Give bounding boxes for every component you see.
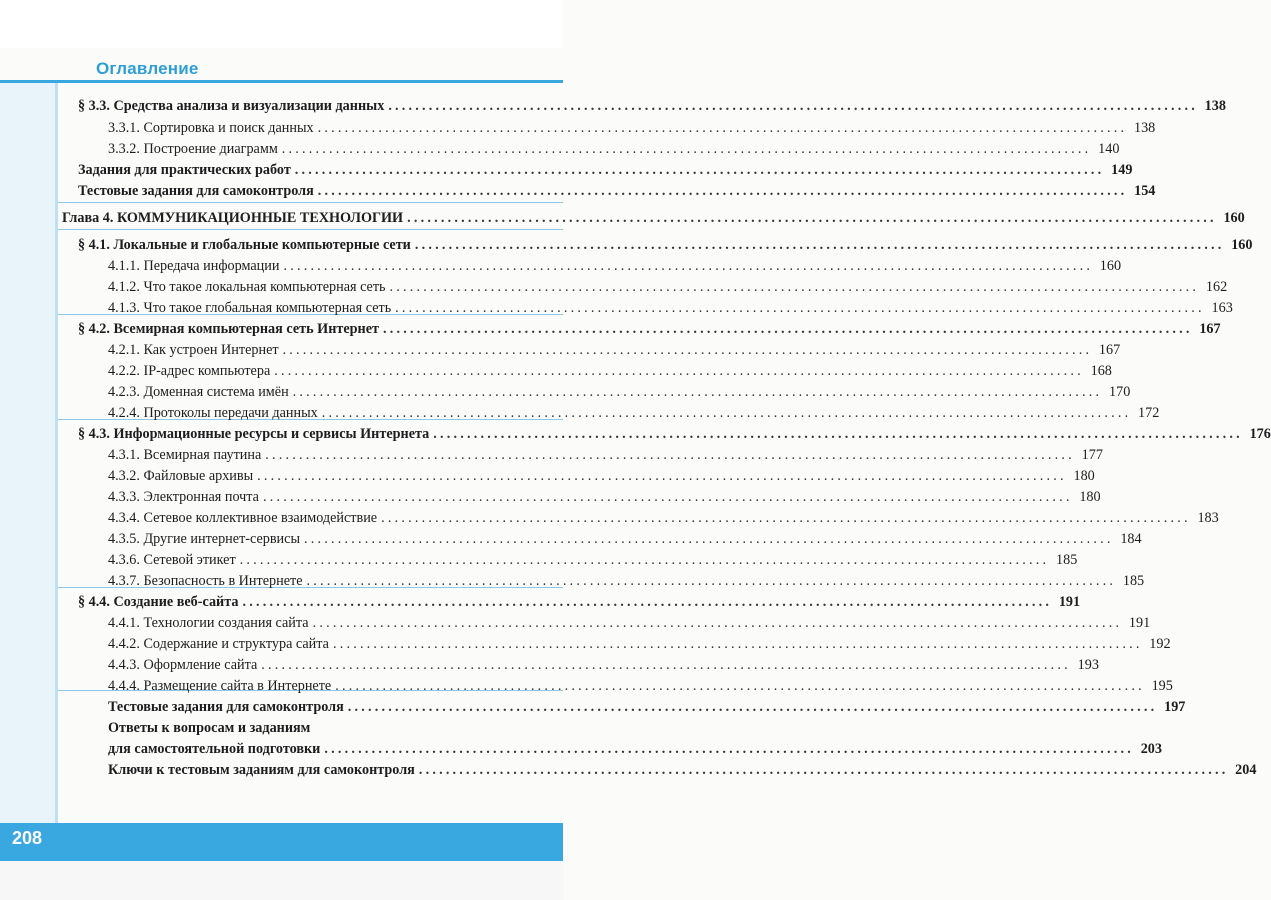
- toc-entry-page: 138: [1204, 98, 1226, 114]
- side-margin-stripe: [55, 83, 58, 823]
- toc-entry-page: 195: [1151, 678, 1173, 694]
- toc-entry-title: 4.4.3. Оформление сайта: [108, 657, 258, 673]
- toc-entry-title: § 4.3. Информационные ресурсы и сервисы Интернета: [78, 426, 430, 442]
- toc-entry-page: 180: [1073, 468, 1095, 484]
- toc-entry-page: 192: [1149, 636, 1171, 652]
- toc-entry: [78, 319, 1221, 340]
- toc-entry-title: § 4.2. Всемирная компьютерная сеть Интернет: [78, 321, 379, 337]
- toc-entry-title: 4.1.1. Передача информации: [108, 258, 280, 274]
- toc-entry: [108, 277, 1228, 298]
- toc-entry-title: 4.2.3. Доменная система имён: [108, 384, 289, 400]
- toc-leader-dots: ........................................................................................................................: [407, 210, 1217, 226]
- toc-entry-title: Тестовые задания для самоконтроля: [78, 183, 314, 199]
- toc-leader-dots: ........................................................................................................................: [265, 447, 1075, 463]
- toc-entry: [78, 424, 1271, 445]
- toc-entry-page: 177: [1081, 447, 1103, 463]
- toc-entry-page: 180: [1079, 489, 1101, 505]
- toc-entry-title: 4.3.3. Электронная почта: [108, 489, 259, 505]
- toc-entry-page: 162: [1205, 279, 1228, 295]
- toc-entry: [108, 634, 1171, 655]
- toc-entry-title: 4.2.1. Как устроен Интернет: [108, 342, 279, 358]
- toc-entry: [78, 592, 1081, 613]
- header-rule: [0, 80, 563, 83]
- footer-band: [0, 823, 563, 861]
- toc-leader-dots: ........................................................................................................................: [261, 657, 1071, 673]
- toc-leader-dots: ........................................................................................................................: [418, 762, 1229, 778]
- toc-entry-title: для самостоятельной подготовки: [108, 741, 321, 757]
- toc-entry-page: 183: [1197, 510, 1219, 526]
- toc-leader-dots: ........................................................................................................................: [381, 510, 1191, 526]
- toc-leader-dots: ........................................................................................................................: [388, 98, 1198, 114]
- toc-entry-title: § 4.1. Локальные и глобальные компьютерные сети: [78, 237, 411, 253]
- toc-entry: [108, 466, 1095, 487]
- toc-entry-page: 168: [1090, 363, 1112, 379]
- toc-entry-page: 197: [1164, 699, 1186, 715]
- toc-entry: [108, 676, 1173, 697]
- toc-entry-page: 185: [1122, 573, 1145, 589]
- toc-leader-dots: ........................................................................................................................: [317, 183, 1128, 199]
- toc-leader-dots: ........................................................................................................................: [321, 405, 1132, 421]
- toc-leader-dots: ........................................................................................................................: [312, 615, 1123, 631]
- toc-leader-dots: ........................................................................................................................: [433, 426, 1243, 442]
- toc-entry: [108, 550, 1078, 571]
- toc-entry: [108, 529, 1142, 550]
- toc-entry-page: 163: [1211, 300, 1233, 316]
- toc-entry: [108, 487, 1101, 508]
- toc-leader-dots: ........................................................................................................................: [292, 384, 1103, 400]
- toc-leader-dots: ........................................................................................................................: [414, 237, 1225, 253]
- toc-entry-title: Ключи к тестовым заданиям для самоконтроля: [108, 762, 415, 778]
- toc-leader-dots: ........................................................................................................................: [274, 363, 1084, 379]
- toc-entry: [108, 655, 1099, 676]
- toc-entry-page: 203: [1140, 741, 1162, 757]
- header-band: [0, 0, 563, 48]
- toc-entry-page: 172: [1138, 405, 1160, 421]
- toc-entry: [108, 403, 1160, 424]
- toc-leader-dots: ........................................................................................................................: [317, 120, 1128, 136]
- toc-entry: [78, 96, 1226, 117]
- toc-entry: [108, 340, 1121, 361]
- toc-leader-dots: ........................................................................................................................: [239, 552, 1050, 568]
- toc-entry: [108, 718, 550, 739]
- toc-entry: [108, 445, 1103, 466]
- toc-entry-title: Тестовые задания для самоконтроля: [108, 699, 344, 715]
- toc-leader-dots: ........................................................................................................................: [347, 699, 1158, 715]
- toc-leader-dots: ........................................................................................................................: [294, 162, 1105, 178]
- toc-entry-page: 160: [1099, 258, 1122, 274]
- page-number: 208: [12, 828, 43, 848]
- toc-leader-dots: ........................................................................................................................: [282, 342, 1093, 358]
- bottom-margin: [0, 861, 563, 900]
- toc-entry-page: 138: [1133, 120, 1156, 136]
- toc-entry: [108, 613, 1151, 634]
- toc-entry-page: 160: [1231, 237, 1253, 253]
- toc-leader-dots: ........................................................................................................................: [262, 489, 1073, 505]
- toc-entry-title: 4.3.5. Другие интернет-сервисы: [108, 531, 300, 547]
- section-divider: [58, 202, 563, 203]
- toc-entry-title: § 3.3. Средства анализа и визуализации данных: [78, 98, 385, 114]
- toc-entry-page: 193: [1077, 657, 1099, 673]
- toc-entry: [108, 139, 1120, 160]
- toc-entry-title: 4.4.1. Технологии создания сайта: [108, 615, 309, 631]
- toc-leader-dots: ........................................................................................................................: [283, 258, 1094, 274]
- toc-entry-title: 4.2.4. Протоколы передачи данных: [108, 405, 318, 421]
- toc-entry-title: 4.3.4. Сетевое коллективное взаимодействие: [108, 510, 378, 526]
- toc-entry: [108, 739, 1162, 760]
- toc-leader-dots: ........................................................................................................................: [281, 141, 1092, 157]
- toc-entry-title: 4.1.2. Что такое локальная компьютерная сеть: [108, 279, 386, 295]
- toc-entry-page: 170: [1109, 384, 1131, 400]
- toc-entry-title: 4.3.1. Всемирная паутина: [108, 447, 262, 463]
- toc-entry-title: 4.3.6. Сетевой этикет: [108, 552, 236, 568]
- toc-entry: [108, 571, 1145, 592]
- toc-entry: [108, 382, 1131, 403]
- toc-entry: [78, 181, 1156, 202]
- toc-entry-title: Глава 4. КОММУНИКАЦИОННЫЕ ТЕХНОЛОГИИ: [62, 210, 404, 226]
- toc-entry-title: § 4.4. Создание веб-сайта: [78, 594, 239, 610]
- toc-entry: [108, 118, 1156, 139]
- page-title: Оглавление: [96, 59, 199, 78]
- toc-entry-title: 4.3.7. Безопасность в Интернете: [108, 573, 303, 589]
- toc-entry: [108, 508, 1219, 529]
- toc-entry: [108, 298, 1233, 319]
- toc-leader-dots: ........................................................................................................................: [395, 300, 1205, 316]
- toc-entry-page: 191: [1128, 615, 1151, 631]
- toc-leader-dots: ........................................................................................................................: [335, 678, 1145, 694]
- toc-entry: [108, 256, 1122, 277]
- toc-entry-title: Задания для практических работ: [78, 162, 291, 178]
- toc-entry-page: 160: [1223, 210, 1245, 226]
- toc-entry-page: 167: [1199, 321, 1221, 337]
- toc-entry-page: 140: [1098, 141, 1120, 157]
- toc-entry-title: 4.1.3. Что такое глобальная компьютерная сеть: [108, 300, 392, 316]
- toc-leader-dots: ........................................................................................................................: [389, 279, 1200, 295]
- toc-entry-title: 3.3.2. Построение диаграмм: [108, 141, 278, 157]
- toc-leader-dots: ........................................................................................................................: [242, 594, 1053, 610]
- toc-entry-page: 185: [1056, 552, 1078, 568]
- toc-leader-dots: ........................................................................................................................: [303, 531, 1114, 547]
- toc-entry-title: 4.2.2. IP-адрес компьютера: [108, 363, 271, 379]
- toc-entry-page: 149: [1111, 162, 1133, 178]
- toc-entry: [108, 697, 1186, 718]
- toc-entry-title: 4.4.2. Содержание и структура сайта: [108, 636, 329, 652]
- toc-entry-page: 204: [1235, 762, 1257, 778]
- toc-leader-dots: ........................................................................................................................: [324, 741, 1134, 757]
- toc-entry-page: 184: [1120, 531, 1142, 547]
- toc-entry: [108, 361, 1112, 382]
- toc-leader-dots: ........................................................................................................................: [332, 636, 1143, 652]
- toc-entry-title: Ответы к вопросам и заданиям: [108, 720, 311, 736]
- toc-entry-page: 176: [1249, 426, 1271, 442]
- toc-entry: [78, 235, 1253, 256]
- section-divider: [58, 229, 563, 230]
- toc-entry: [78, 160, 1133, 181]
- toc-leader-dots: ........................................................................................................................: [257, 468, 1067, 484]
- toc-entry-title: 4.3.2. Файловые архивы: [108, 468, 254, 484]
- toc-entry: [62, 208, 1245, 229]
- toc-entry: [108, 760, 1257, 781]
- side-margin-bar: [0, 83, 58, 823]
- toc-entry-page: 167: [1098, 342, 1121, 358]
- toc-entry-page: 154: [1134, 183, 1156, 199]
- toc-entry-title: 4.4.4. Размещение сайта в Интернете: [108, 678, 332, 694]
- toc-entry-title: 3.3.1. Сортировка и поиск данных: [108, 120, 314, 136]
- toc-leader-dots: ........................................................................................................................: [306, 573, 1117, 589]
- toc-entry-page: 191: [1058, 594, 1081, 610]
- toc-leader-dots: ........................................................................................................................: [382, 321, 1193, 337]
